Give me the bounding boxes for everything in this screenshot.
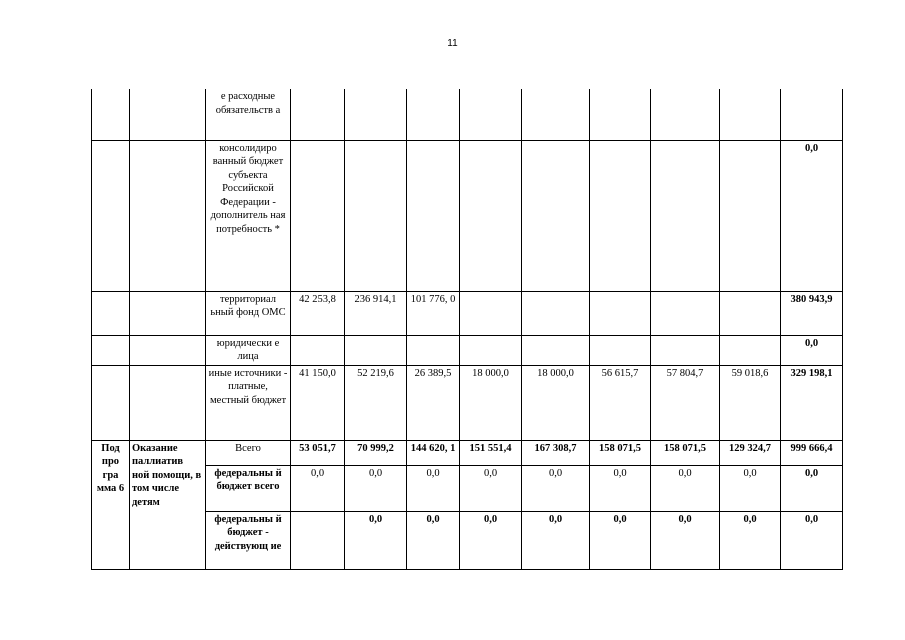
value-cell: 0,0 — [407, 465, 460, 511]
value-cell — [460, 335, 522, 365]
budget-table — [91, 89, 843, 570]
source-cell: юридически е лица — [206, 335, 291, 365]
value-cell: 26 389,5 — [407, 365, 460, 440]
value-cell: 151 551,4 — [460, 440, 522, 465]
value-cell: 0,0 — [291, 465, 345, 511]
value-cell — [345, 335, 407, 365]
value-cell: 0,0 — [522, 465, 590, 511]
name-cell — [130, 89, 206, 140]
table-row — [92, 89, 843, 140]
total-cell: 0,0 — [781, 335, 843, 365]
value-cell — [291, 89, 345, 140]
name-cell — [130, 365, 206, 440]
value-cell — [651, 140, 720, 291]
value-cell: 0,0 — [590, 511, 651, 569]
value-cell: 0,0 — [407, 511, 460, 569]
value-cell: 0,0 — [651, 511, 720, 569]
prog-cell — [92, 140, 130, 291]
value-cell — [590, 140, 651, 291]
value-cell — [651, 291, 720, 335]
table-row — [92, 365, 843, 440]
value-cell — [460, 140, 522, 291]
value-cell — [522, 335, 590, 365]
value-cell — [460, 291, 522, 335]
value-cell: 52 219,6 — [345, 365, 407, 440]
prog-cell — [92, 89, 130, 140]
name-cell — [130, 140, 206, 291]
value-cell: 144 620, 1 — [407, 440, 460, 465]
source-cell: е расходные обязательств а — [206, 89, 291, 140]
value-cell — [407, 89, 460, 140]
table-row — [92, 335, 843, 365]
value-cell: 0,0 — [651, 465, 720, 511]
total-cell: 0,0 — [781, 140, 843, 291]
subprogram-label: Под про гра мма 6 — [92, 440, 130, 569]
value-cell — [590, 291, 651, 335]
value-cell: 41 150,0 — [291, 365, 345, 440]
value-cell — [720, 89, 781, 140]
name-cell — [130, 291, 206, 335]
value-cell: 0,0 — [720, 511, 781, 569]
value-cell: 0,0 — [460, 511, 522, 569]
value-cell — [651, 335, 720, 365]
value-cell: 101 776, 0 — [407, 291, 460, 335]
value-cell: 236 914,1 — [345, 291, 407, 335]
value-cell: 158 071,5 — [651, 440, 720, 465]
value-cell — [590, 335, 651, 365]
value-cell: 0,0 — [720, 465, 781, 511]
value-cell: 0,0 — [345, 511, 407, 569]
value-cell — [522, 140, 590, 291]
value-cell: 0,0 — [460, 465, 522, 511]
value-cell — [590, 89, 651, 140]
total-cell: 999 666,4 — [781, 440, 843, 465]
value-cell: 18 000,0 — [460, 365, 522, 440]
value-cell — [720, 335, 781, 365]
total-cell: 0,0 — [781, 465, 843, 511]
value-cell: 0,0 — [345, 465, 407, 511]
prog-cell — [92, 335, 130, 365]
value-cell: 167 308,7 — [522, 440, 590, 465]
total-cell: 380 943,9 — [781, 291, 843, 335]
value-cell: 18 000,0 — [522, 365, 590, 440]
value-cell — [522, 89, 590, 140]
value-cell: 56 615,7 — [590, 365, 651, 440]
table-row — [92, 140, 843, 291]
value-cell: 70 999,2 — [345, 440, 407, 465]
source-cell: иные источники - платные, местный бюджет — [206, 365, 291, 440]
table-row — [92, 440, 843, 465]
value-cell — [345, 140, 407, 291]
value-cell — [345, 89, 407, 140]
source-cell: федеральны й бюджет - действующ ие — [206, 511, 291, 569]
total-cell — [781, 89, 843, 140]
value-cell — [522, 291, 590, 335]
value-cell — [291, 335, 345, 365]
source-cell: консолидиро ванный бюджет субъекта Российской Федерации - дополнитель ная потребность * — [206, 140, 291, 291]
value-cell — [291, 140, 345, 291]
value-cell — [460, 89, 522, 140]
value-cell — [651, 89, 720, 140]
value-cell: 158 071,5 — [590, 440, 651, 465]
subprogram-name: Оказание паллиатив ной помощи, в том числе детям — [130, 440, 206, 569]
prog-cell — [92, 291, 130, 335]
value-cell: 0,0 — [522, 511, 590, 569]
value-cell: 59 018,6 — [720, 365, 781, 440]
value-cell — [720, 291, 781, 335]
value-cell: 129 324,7 — [720, 440, 781, 465]
total-cell: 0,0 — [781, 511, 843, 569]
value-cell: 53 051,7 — [291, 440, 345, 465]
source-cell: федеральны й бюджет всего — [206, 465, 291, 511]
name-cell — [130, 335, 206, 365]
prog-cell — [92, 365, 130, 440]
value-cell: 57 804,7 — [651, 365, 720, 440]
value-cell: 42 253,8 — [291, 291, 345, 335]
value-cell: 0,0 — [590, 465, 651, 511]
source-cell: Всего — [206, 440, 291, 465]
value-cell — [720, 140, 781, 291]
source-cell: территориал ьный фонд ОМС — [206, 291, 291, 335]
table-row — [92, 291, 843, 335]
value-cell — [407, 335, 460, 365]
total-cell: 329 198,1 — [781, 365, 843, 440]
page-number: 11 — [447, 38, 458, 49]
value-cell — [291, 511, 345, 569]
value-cell — [407, 140, 460, 291]
